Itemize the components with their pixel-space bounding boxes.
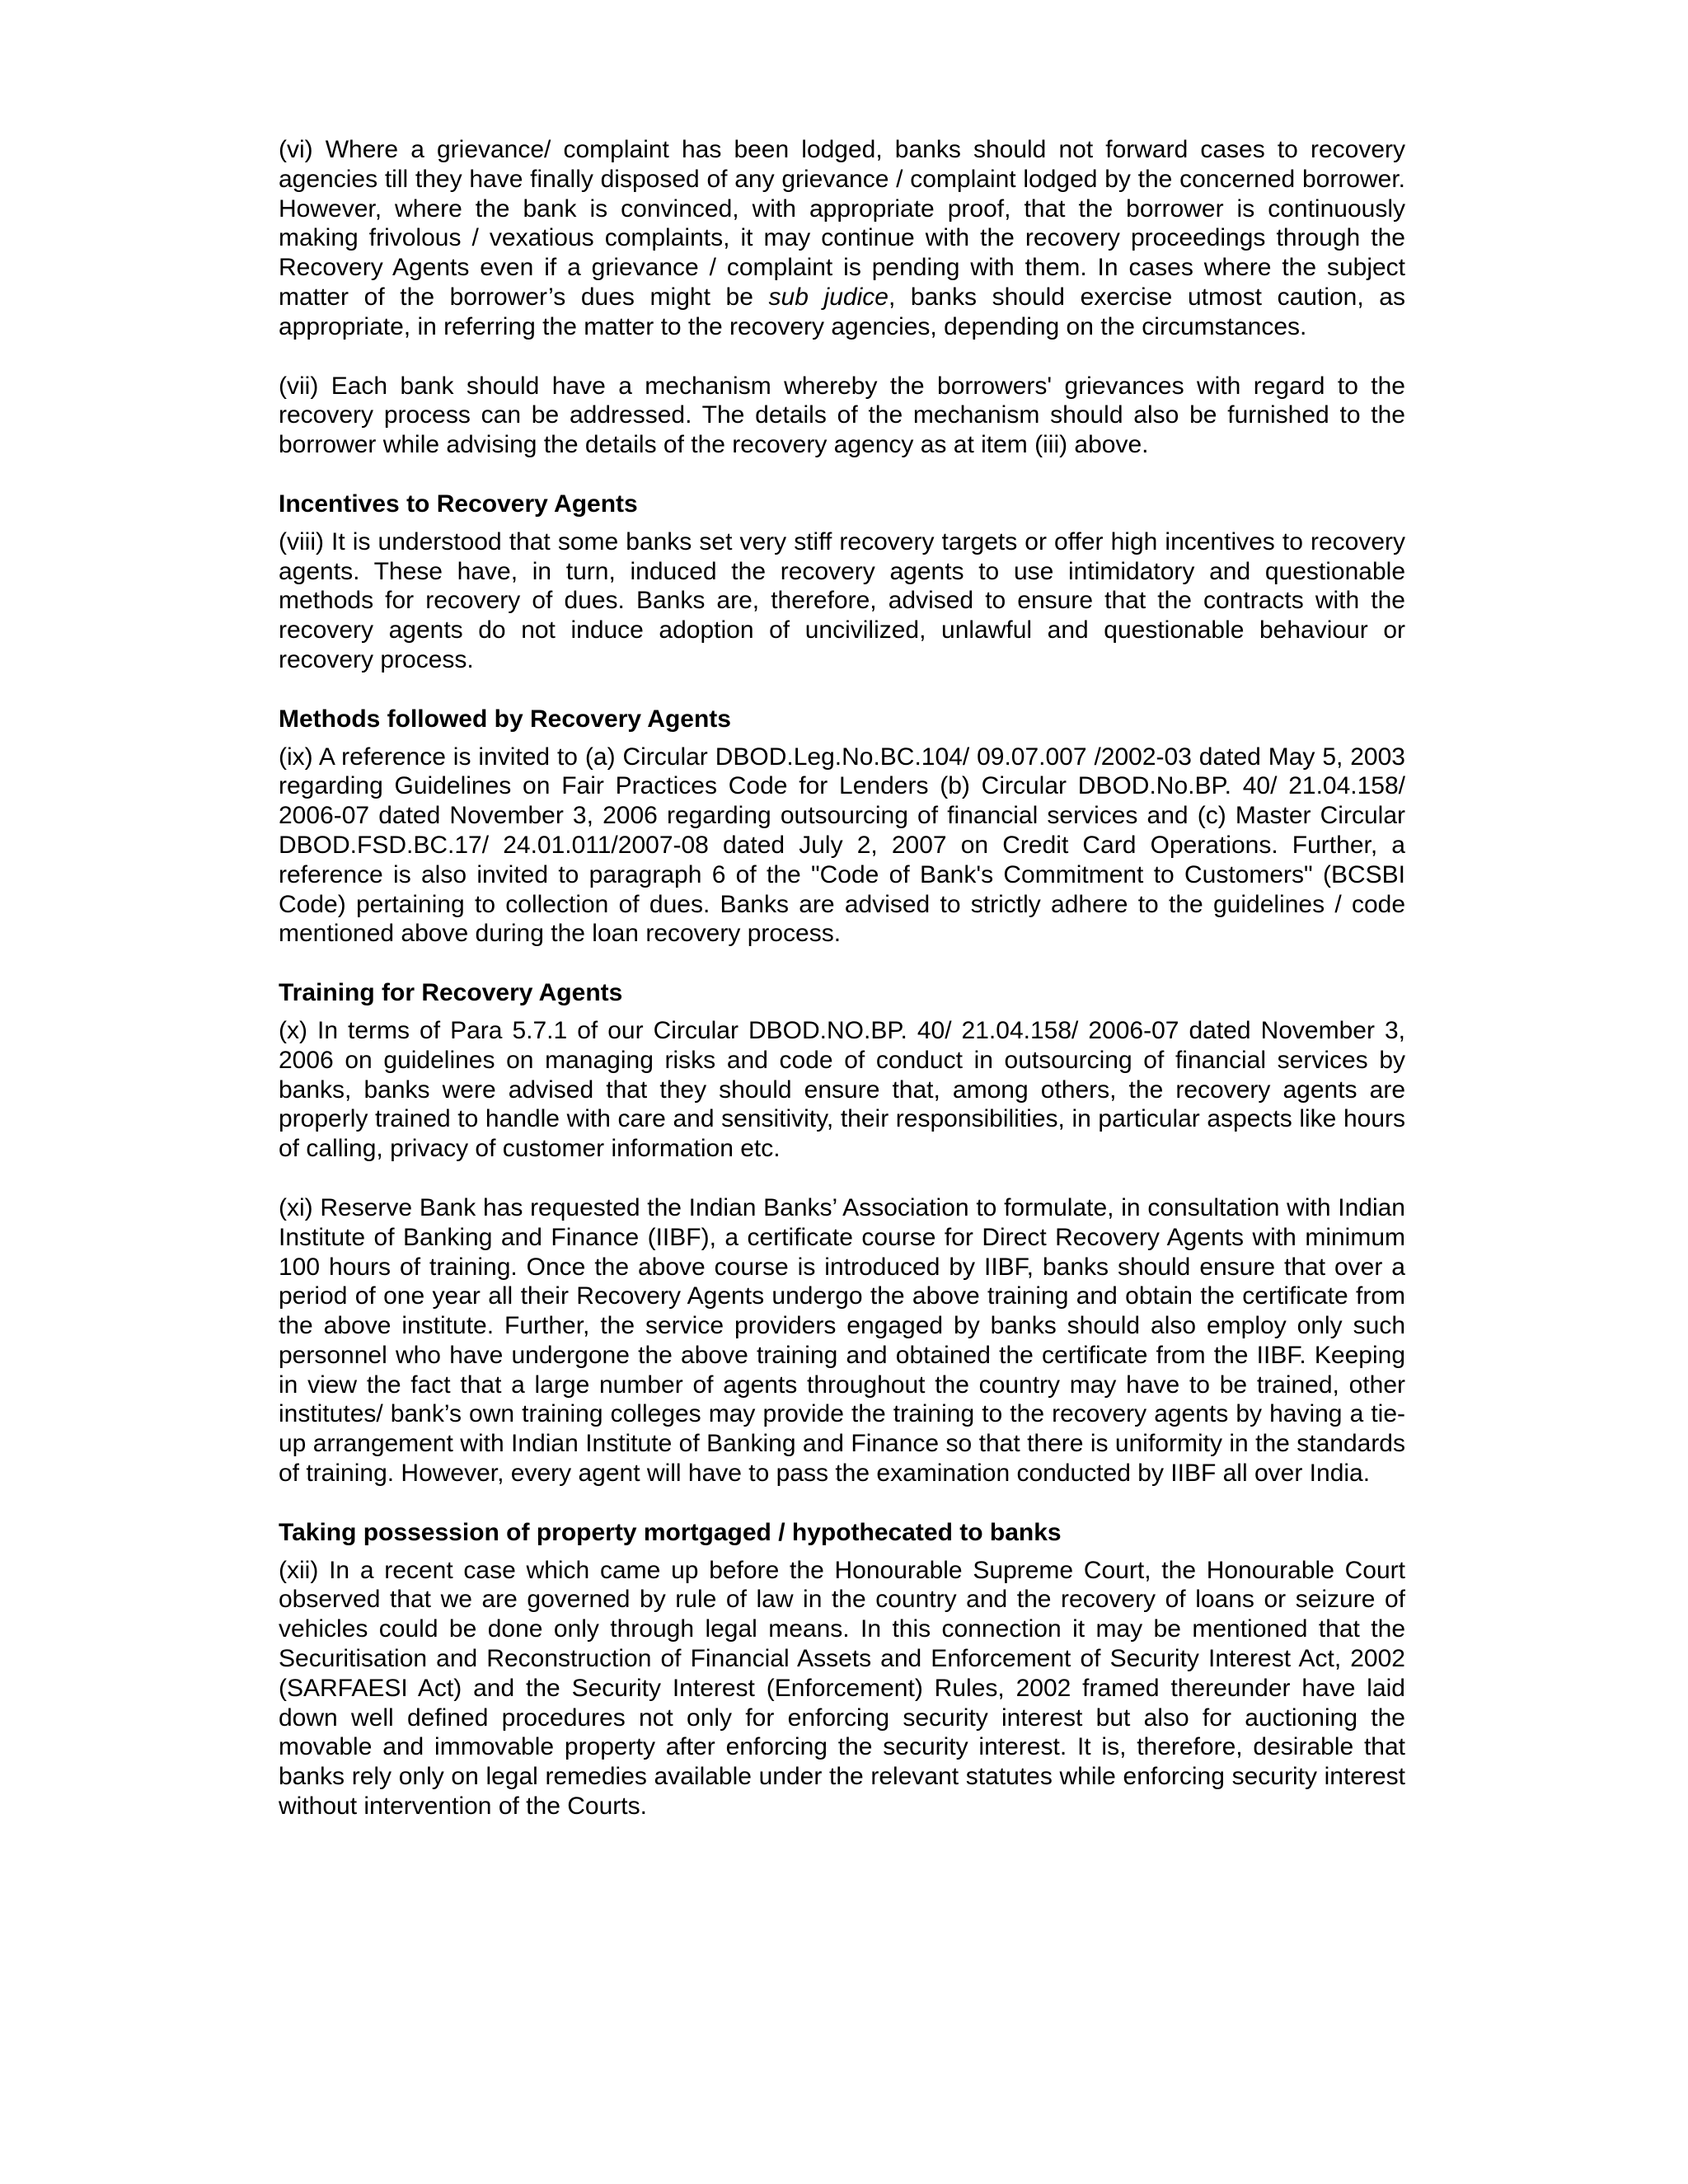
paragraph-xi: (xi) Reserve Bank has requested the Indian Banks’ Association to formulate, in consultation with Indian Institute of Banking and Finance (IIBF), a certificate course for Direct Recovery Agents with minimum 100 hours of training. Once the above course is introduced by IIBF, banks should ensure that over a period of one year all their Recovery Agents undergo the above training and obtain the certificate from the above institute. Further, the service providers engaged by banks should also employ only such personnel who have undergone the above training and obtained the certificate from the IIBF. Keeping in view the fact that a large number of agents throughout the country may have to be trained, other institutes/ bank’s own training colleges may provide the training to the recovery agents by having a tie-up arrangement with Indian Institute of Banking and Finance so that there is uniformity in the standards of training. However, every agent will have to pass the examination conducted by IIBF all over India. xyxy=(279,1193,1405,1488)
paragraph-viii: (viii) It is understood that some banks set very stiff recovery targets or offer high incentives to recovery agents. These have, in turn, induced the recovery agents to use intimidatory and questionable methods for recovery of dues. Banks are, therefore, advised to ensure that the contracts with the recovery agents do not induce adoption of uncivilized, unlawful and questionable behaviour or recovery process. xyxy=(279,527,1405,673)
paragraph-vii: (vii) Each bank should have a mechanism whereby the borrowers' grievances with regard to the recovery process can be addressed. The details of the mechanism should also be furnished to the borrower while advising the details of the recovery agency as at item (iii) above. xyxy=(279,372,1405,459)
document-page xyxy=(279,135,1405,1821)
paragraph-vi-text-a: (vi) Where a grievance/ complaint has been lodged, banks should not forward cases to recovery agencies till they have finally disposed of any grievance / complaint lodged by the concerned borrower. However, where the bank is convinced, with appropriate proof, that the borrower is continuously making frivolous / vexatious complaints, it may continue with the recovery proceedings through the Recovery Agents even if a grievance / complaint is pending with them. In cases where the subject matter of the borrower’s dues might be xyxy=(279,136,1405,311)
paragraph-ix: (ix) A reference is invited to (a) Circular DBOD.Leg.No.BC.104/ 09.07.007 /2002-03 dated May 5, 2003 regarding Guidelines on Fair Practices Code for Lenders (b) Circular DBOD.No.BP. 40/ 21.04.158/ 2006-07 dated November 3, 2006 regarding outsourcing of financial services and (c) Master Circular DBOD.FSD.BC.17/ 24.01.011/2007-08 dated July 2, 2007 on Credit Card Operations. Further, a reference is also invited to paragraph 6 of the "Code of Bank's Commitment to Customers" (BCSBI Code) pertaining to collection of dues. Banks are advised to strictly adhere to the guidelines / code mentioned above during the loan recovery process. xyxy=(279,743,1405,948)
heading-possession: Taking possession of property mortgaged / hypothecated to banks xyxy=(279,1518,1062,1546)
heading-methods: Methods followed by Recovery Agents xyxy=(279,705,731,733)
paragraph-x: (x) In terms of Para 5.7.1 of our Circular DBOD.NO.BP. 40/ 21.04.158/ 2006-07 dated November 3, 2006 on guidelines on managing risks and code of conduct in outsourcing of financial services by banks, banks were advised that they should ensure that, among others, the recovery agents are properly trained to handle with care and sensitivity, their responsibilities, in particular aspects like hours of calling, privacy of customer information etc. xyxy=(279,1016,1405,1163)
paragraph-xii: (xii) In a recent case which came up before the Honourable Supreme Court, the Honourable Court observed that we are governed by rule of law in the country and the recovery of loans or seizure of vehicles could be done only through legal means. In this connection it may be mentioned that the Securitisation and Reconstruction of Financial Assets and Enforcement of Security Interest Act, 2002 (SARFAESI Act) and the Security Interest (Enforcement) Rules, 2002 framed thereunder have laid down well defined procedures not only for enforcing security interest but also for auctioning the movable and immovable property after enforcing the security interest. It is, therefore, desirable that banks rely only on legal remedies available under the relevant statutes while enforcing security interest without intervention of the Courts. xyxy=(279,1556,1405,1821)
paragraph-vi xyxy=(279,135,1405,342)
paragraph-vi-italic: sub judice xyxy=(768,283,889,311)
paragraph-vi-text-b: , banks should exercise utmost caution, as appropriate, in referring the matter to the recovery agencies, depending on the circumstances. xyxy=(279,283,1405,340)
heading-incentives: Incentives to Recovery Agents xyxy=(279,490,638,518)
heading-training: Training for Recovery Agents xyxy=(279,979,623,1007)
